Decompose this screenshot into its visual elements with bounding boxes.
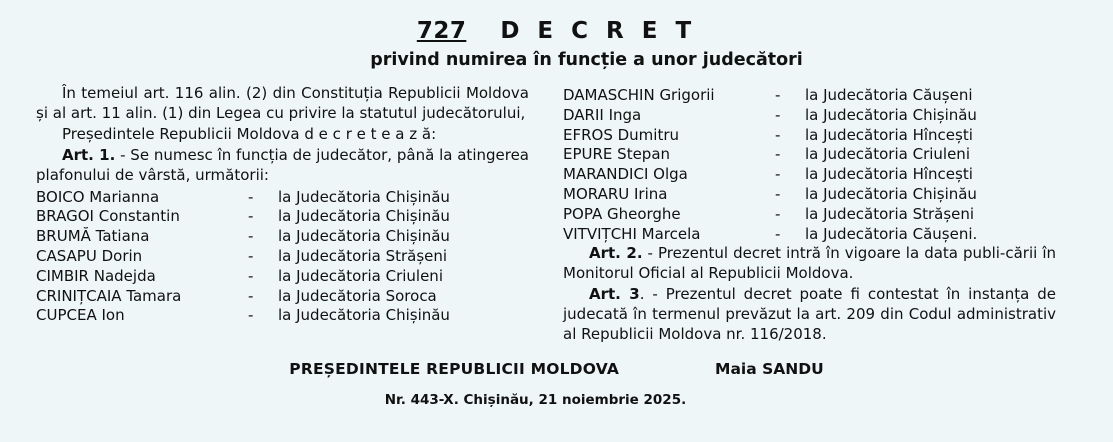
judge-name: MARANDICI Olga: [563, 165, 688, 184]
list-item: [36, 267, 529, 287]
judge-name: POPA Gheorghe: [563, 204, 681, 223]
signatory-name: Maia SANDU: [715, 360, 824, 379]
document-header: [36, 18, 1077, 70]
judge-dash: -: [775, 184, 781, 203]
right-column: [563, 84, 1056, 346]
judge-dash: -: [248, 286, 254, 305]
judge-dash: -: [248, 207, 254, 226]
signature-block: [36, 360, 1077, 378]
judge-dash: -: [775, 165, 781, 184]
document-columns: [36, 84, 1077, 346]
judge-name: DAMASCHIN Grigorii: [563, 86, 715, 104]
judge-dash: -: [775, 145, 781, 164]
list-item: [36, 287, 529, 307]
article-3-label: Art. 3: [589, 285, 640, 304]
article-1-paragraph: [36, 146, 529, 186]
decree-number: 727: [416, 18, 467, 44]
judge-court: la Judecătoria Soroca: [278, 286, 437, 305]
judge-dash: -: [775, 224, 781, 243]
judge-court: la Judecătoria Chișinău: [278, 207, 450, 226]
judge-court: la Judecătoria Chișinău: [805, 105, 977, 124]
judge-court: la Judecătoria Strășeni: [278, 247, 448, 266]
decree-subtitle: privind numirea în funcție a unor judecători: [370, 50, 803, 70]
judge-dash: -: [775, 86, 781, 104]
judge-dash: -: [775, 125, 781, 144]
judge-dash: -: [248, 187, 254, 206]
list-item: [563, 106, 1056, 126]
list-item: [36, 247, 529, 267]
judge-court: la Judecătoria Căușeni: [805, 86, 973, 104]
judge-name: EFROS Dumitru: [563, 125, 680, 144]
article-2-paragraph: [563, 244, 1056, 284]
judge-name: VITVIȚCHI Marcela: [563, 224, 701, 243]
article-3-text: . - Prezentul decret poate fi contestat în instanța de judecată în termenul prevăzut la art. 209 din Codul administrativ al Republicii Moldova nr. 116/2018.: [563, 285, 1056, 344]
list-item: [36, 227, 529, 247]
signatory-role: PREȘEDINTELE REPUBLICII MOLDOVA: [289, 360, 620, 379]
article-1-label: Art. 1.: [62, 145, 116, 164]
judge-name: CIMBIR Nadejda: [36, 266, 156, 285]
article-3-paragraph: [563, 285, 1056, 345]
article-1-text: - Se numesc în funcția de judecător, până la atingerea plafonului de vârstă, următorii:: [36, 145, 530, 184]
judge-name: DARII Inga: [563, 105, 642, 124]
judge-name: BOICO Marianna: [36, 187, 160, 206]
judge-name: CUPCEA Ion: [36, 306, 125, 325]
judge-court: la Judecătoria Criuleni: [805, 145, 970, 164]
list-item: [563, 165, 1056, 185]
judge-court: la Judecătoria Chișinău: [278, 306, 450, 325]
judge-court: la Judecătoria Chișinău: [805, 184, 977, 203]
judge-dash: -: [775, 204, 781, 223]
judge-court: la Judecătoria Hîncești: [805, 125, 973, 144]
judge-dash: -: [775, 105, 781, 124]
list-item: [563, 225, 1056, 245]
left-column: [36, 84, 529, 346]
judge-court: la Judecătoria Chișinău: [278, 187, 450, 206]
list-item: [563, 86, 1056, 106]
judge-dash: -: [248, 266, 254, 285]
article-2-text: - Prezentul decret intră în vigoare la data publi-cării în Monitorul Oficial al Republicii Moldova.: [563, 244, 1056, 283]
left-judge-list: [36, 188, 529, 327]
list-item: [563, 126, 1056, 146]
list-item: [36, 188, 529, 208]
judge-court: la Judecătoria Strășeni: [805, 204, 975, 223]
judge-name: BRAGOI Constantin: [36, 207, 180, 226]
decree-word: D E C R E T: [500, 18, 697, 44]
judge-court: la Judecătoria Criuleni: [278, 266, 443, 285]
list-item: [36, 207, 529, 227]
judge-dash: -: [248, 306, 254, 325]
list-item: [563, 205, 1056, 225]
judge-court: la Judecătoria Hîncești: [805, 165, 973, 184]
judge-court: la Judecătoria Chișinău: [278, 227, 450, 246]
article-2-label: Art. 2.: [589, 244, 643, 263]
judge-name: EPURE Stepan: [563, 145, 671, 164]
list-item: [563, 185, 1056, 205]
intro-paragraph-2: Președintele Republicii Moldova d e c r e t e a z ă:: [62, 124, 437, 143]
judge-name: MORARU Irina: [563, 184, 668, 203]
document-reference: Nr. 443-X. Chișinău, 21 noiembrie 2025.: [384, 392, 687, 409]
judge-dash: -: [248, 227, 254, 246]
list-item: [563, 145, 1056, 165]
judge-name: BRUMĂ Tatiana: [36, 227, 150, 246]
judge-name: CRINIȚCAIA Tamara: [36, 286, 182, 305]
list-item: [36, 306, 529, 326]
judge-dash: -: [248, 247, 254, 266]
title-line: [36, 18, 1077, 44]
intro-paragraph-1: În temeiul art. 116 alin. (2) din Constituția Republicii Moldova și al art. 11 alin. (1) din Legea cu privire la statutul judecătorului,: [36, 84, 529, 122]
judge-court: la Judecătoria Căușeni.: [805, 224, 978, 243]
right-judge-list: [563, 86, 1056, 244]
judge-name: CASAPU Dorin: [36, 247, 143, 266]
